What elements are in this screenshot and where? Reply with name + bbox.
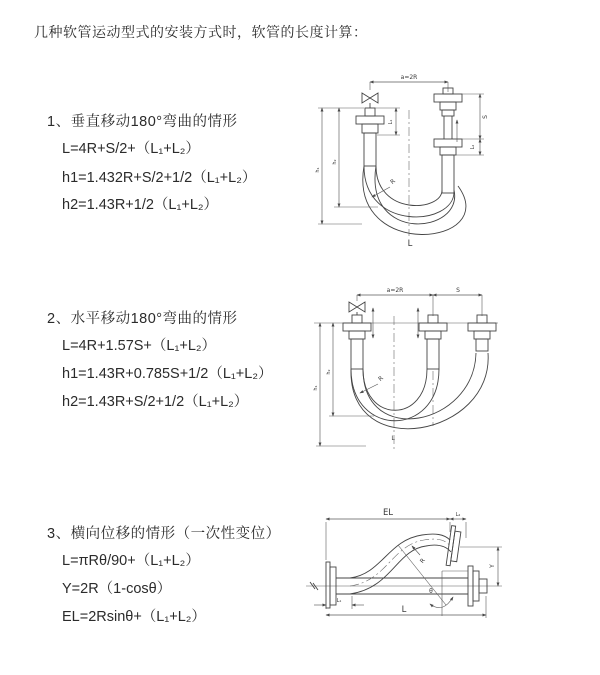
dim-label-h1: h₁ bbox=[313, 385, 319, 391]
right-pipe bbox=[444, 116, 452, 139]
dim-h2 bbox=[332, 108, 378, 207]
dim-l2 bbox=[450, 512, 466, 538]
left-flange bbox=[326, 562, 336, 608]
section-2-formula-l: L=4R+1.57S+（L₁+L₂） bbox=[62, 338, 217, 354]
middle-fitting bbox=[419, 315, 447, 369]
page-title: 几种软管运动型式的安装方式时，软管的长度计算： bbox=[34, 24, 368, 40]
dim-a2r bbox=[357, 287, 482, 316]
section-3-formula-y: Y=2R（1-cosθ） bbox=[62, 581, 172, 597]
section-1-formula-h2: h2=1.43R+1/2（L₁+L₂） bbox=[62, 197, 219, 213]
diagram-vertical-180-bend bbox=[306, 66, 596, 251]
left-fitting bbox=[343, 315, 371, 369]
left-fitting bbox=[356, 108, 384, 166]
dim-label-el: EL bbox=[382, 508, 394, 518]
right-fitting bbox=[468, 315, 496, 351]
displaced-hose bbox=[350, 526, 462, 594]
section-1-formula-h1: h1=1.432R+S/2+1/2（L₁+L₂） bbox=[62, 170, 257, 186]
dim-label-s: S bbox=[456, 287, 460, 294]
dim-label-l-total: L bbox=[407, 239, 413, 249]
tilted-flange bbox=[446, 526, 461, 567]
dim-label-l1: L₁ bbox=[388, 119, 394, 125]
dim-label-h1: h₁ bbox=[315, 167, 321, 173]
dim-label-theta: θ bbox=[429, 588, 433, 595]
dim-label-l1: L₁ bbox=[336, 598, 342, 604]
section-2-formula-h2: h2=1.43R+S/2+1/2（L₁+L₂） bbox=[62, 394, 249, 410]
hose-arcs bbox=[351, 353, 488, 429]
dim-label-a2r: a=2R bbox=[386, 287, 404, 294]
section-1-formula-l: L=4R+S/2+（L₁+L₂） bbox=[62, 141, 200, 157]
dim-label-r: R bbox=[377, 374, 385, 383]
dim-label-s: S bbox=[482, 115, 489, 119]
dim-h2 bbox=[326, 323, 374, 416]
radius-callout bbox=[412, 546, 427, 565]
section-3-heading: 3、横向位移的情形（一次性变位） bbox=[47, 526, 281, 542]
diagram-horizontal-180-bend bbox=[306, 276, 598, 458]
right-fitting-upper bbox=[434, 88, 462, 116]
section-2-heading: 2、水平移动180°弯曲的情形 bbox=[47, 311, 238, 327]
diagram-lateral-displacement bbox=[300, 488, 598, 640]
hose-arcs bbox=[363, 166, 466, 235]
section-3-formula-el: EL=2Rsinθ+（L₁+L₂） bbox=[62, 609, 206, 625]
dim-label-l-total: L bbox=[401, 605, 407, 615]
right-fitting-lower bbox=[434, 139, 462, 193]
dim-label-l2: L₂ bbox=[455, 512, 461, 518]
dim-label-l2: L₂ bbox=[470, 144, 476, 150]
dim-s bbox=[462, 94, 489, 139]
valve-icon bbox=[362, 93, 378, 108]
dim-a2r bbox=[370, 74, 448, 92]
section-3-formula-l: L=πRθ/90+（L₁+L₂） bbox=[62, 553, 200, 569]
dim-label-h2: h₂ bbox=[332, 159, 338, 165]
dim-l1 bbox=[375, 108, 400, 135]
section-1-heading: 1、垂直移动180°弯曲的情形 bbox=[47, 114, 238, 130]
dim-h1 bbox=[313, 323, 366, 446]
dim-y bbox=[460, 547, 502, 586]
dim-label-y: Y bbox=[489, 564, 496, 568]
section-2-formula-h1: h1=1.43R+0.785S+1/2（L₁+L₂） bbox=[62, 366, 273, 382]
dim-label-a2r: a=2R bbox=[400, 74, 418, 81]
dim-label-h2: h₂ bbox=[326, 369, 332, 375]
dim-l bbox=[326, 596, 486, 618]
dim-label-l-total: L bbox=[391, 435, 395, 442]
dim-label-r: R bbox=[418, 557, 427, 565]
dim-l1 bbox=[314, 596, 364, 609]
dim-label-r: R bbox=[389, 177, 397, 186]
dim-h1 bbox=[315, 108, 364, 224]
valve-icon bbox=[349, 302, 365, 315]
